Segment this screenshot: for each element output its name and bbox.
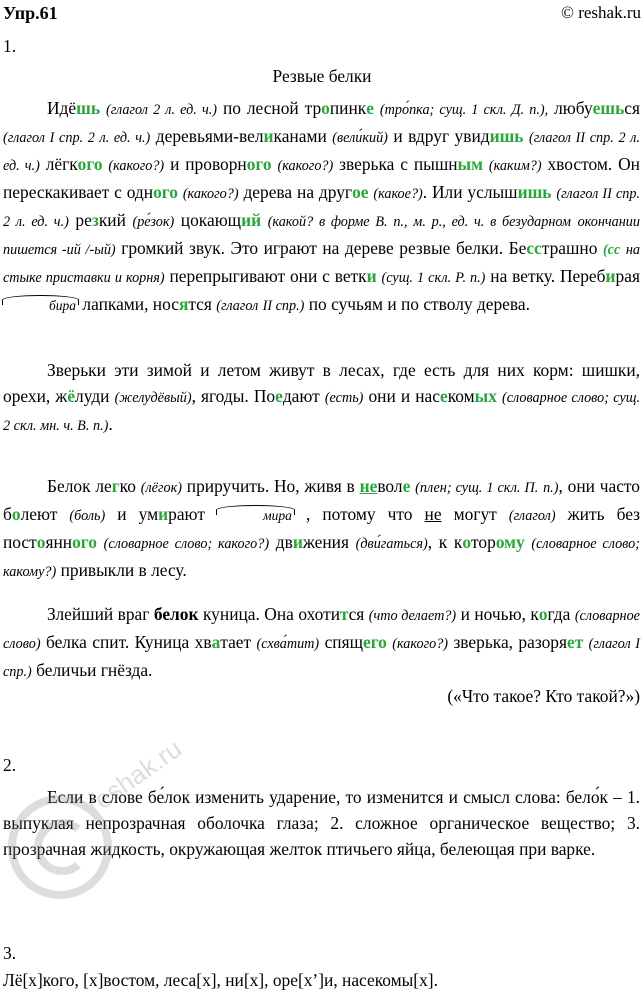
root-arc-mark: мира (217, 503, 294, 529)
site-copyright: © reshak.ru (561, 3, 641, 22)
part-2-text: Если в слове бе́лок изменить ударение, то изменится и смысл слова: бело́к – 1. выпуклая непрозрачная оболочка глаза; 2. сложное органическое вещество; 3. прозрачная жидкость, окружающая желток птичьего яйца, белеющая при варке. (3, 787, 640, 859)
text-source: («Что такое? Кто такой?») (447, 686, 640, 706)
paragraph-4: Злейший враг белок куница. Она охотится (что делает?) и ночью, когда (словарное слово) белка спит. Куница хватает (схва́тит) спящего (какого?) зверька, разоряет (глагол I спр.) беличьи гнёзда. (3, 604, 640, 680)
exercise-number: Упр.61 (3, 3, 58, 23)
paragraph-3: Белок легко (лёгок) приручить. Но, живя в неволе (плен; сущ. 1 скл. П. п.), они часто болеют (боль) и умирают мира , потому что не могут (глагол) жить без постоянного (словарное слово; какого?) движения (дви́гаться), к которому (словарное слово; какому?) привыкли в лесу. (3, 476, 640, 580)
root-arc-mark: бира (3, 293, 78, 319)
section-1-number: 1. (3, 36, 17, 56)
watermark-text: reshak.ru (81, 733, 188, 820)
section-3-number: 3. (3, 943, 17, 963)
page-header (3, 0, 641, 28)
part-3-text: Лё[х]кого, [х]востом, леса[х], ни[х], оре[х’]и, насекомы[х]. (3, 970, 438, 990)
text-title: Резвые белки (272, 66, 372, 86)
paragraph-2: Зверьки эти зимой и летом живут в лесах, где есть для них корм: шишки, орехи, жёлуди (желудёвый), ягоды. Поедают (есть) они и насекомых (словарное слово; сущ. 2 скл. мн. ч. В. п.). (3, 360, 640, 434)
section-2-number: 2. (3, 755, 17, 775)
paragraph-1: Идёшь (глагол 2 л. ед. ч.) по лесной тропинке (тро́пка; сущ. 1 скл. Д. п.), любуешься (глагол I спр. 2 л. ед. ч.) деревьями-великанами (вели́кий) и вдруг увидишь (глагол II спр. 2 л. ед. ч.) лёгкого (какого?) и проворного (какого?) зверька с пышным (каким?) хвостом. Он перескакивает с одного (какого?) дерева на другое (какое?). Или услышишь (глагол II спр. 2 л. ед. ч.) резкий (ре́зок) цокающий (какой? в форме В. п., м. р., ед. ч. в безударном окончании пишется -ий /-ый) громкий звук. Это играют на дереве резвые белки. Бесстрашно (сс на стыке приставки и корня) перепрыгивают они с ветки (сущ. 1 скл. Р. п.) на ветку. Перебирая бира лапками, носятся (глагол II спр.) по сучьям и по стволу дерева. (3, 95, 640, 319)
